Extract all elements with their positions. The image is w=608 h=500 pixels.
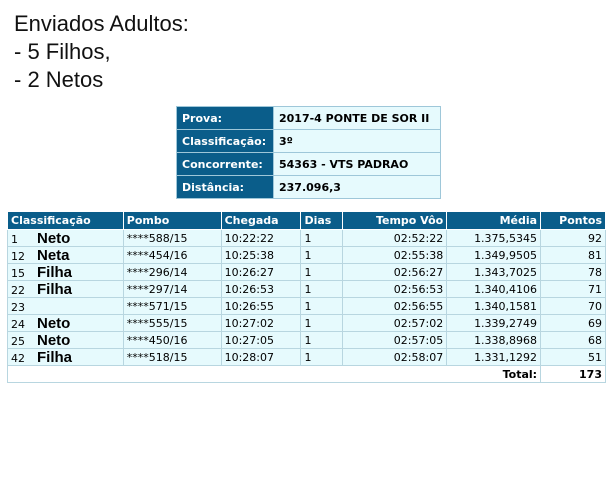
cell-media: 1.339,2749 — [447, 315, 541, 332]
info-value: 54363 - VTS PADRAO — [274, 153, 441, 176]
col-header-dias: Dias — [301, 212, 343, 230]
cell-pombo: ****518/15 — [123, 349, 221, 366]
rank-value: 42 — [11, 351, 25, 365]
cell-tempo-voo: 02:57:05 — [343, 332, 447, 349]
relation-tag: Neto — [37, 331, 71, 349]
relation-tag: Filha — [37, 263, 73, 281]
cell-pombo: ****555/15 — [123, 315, 221, 332]
table-row — [8, 281, 606, 298]
info-label: Classificação: — [177, 130, 274, 153]
rank-value: 25 — [11, 334, 25, 348]
cell-pontos: 92 — [541, 230, 606, 247]
table-row — [8, 332, 606, 349]
cell-classificacao — [8, 332, 124, 349]
cell-pombo: ****571/15 — [123, 298, 221, 315]
rank-value: 24 — [11, 317, 25, 331]
cell-pombo: ****588/15 — [123, 230, 221, 247]
cell-pontos: 69 — [541, 315, 606, 332]
total-value: 173 — [541, 366, 606, 383]
col-header-pombo: Pombo — [123, 212, 221, 230]
info-row-distancia — [177, 176, 441, 199]
cell-media: 1.375,5345 — [447, 230, 541, 247]
cell-pontos: 81 — [541, 247, 606, 264]
cell-chegada: 10:25:38 — [221, 247, 301, 264]
relation-tag: Neto — [37, 314, 71, 332]
cell-classificacao — [8, 315, 124, 332]
rank-value: 1 — [11, 232, 18, 246]
info-row-classificacao — [177, 130, 441, 153]
col-header-chegada: Chegada — [221, 212, 301, 230]
cell-chegada: 10:26:53 — [221, 281, 301, 298]
cell-dias: 1 — [301, 298, 343, 315]
cell-tempo-voo: 02:56:55 — [343, 298, 447, 315]
cell-pontos: 78 — [541, 264, 606, 281]
total-label: Total: — [8, 366, 541, 383]
cell-dias: 1 — [301, 247, 343, 264]
cell-media: 1.343,7025 — [447, 264, 541, 281]
rank-value: 23 — [11, 300, 25, 314]
heading-line-1: Enviados Adultos: — [14, 11, 189, 36]
cell-chegada: 10:22:22 — [221, 230, 301, 247]
cell-classificacao — [8, 264, 124, 281]
table-row — [8, 298, 606, 315]
cell-pontos: 51 — [541, 349, 606, 366]
cell-chegada: 10:26:55 — [221, 298, 301, 315]
cell-classificacao — [8, 247, 124, 264]
cell-tempo-voo: 02:58:07 — [343, 349, 447, 366]
relation-tag: Filha — [37, 348, 73, 366]
heading — [14, 10, 189, 94]
cell-pombo: ****296/14 — [123, 264, 221, 281]
results-header-row — [8, 212, 606, 230]
cell-classificacao — [8, 230, 124, 247]
cell-media: 1.340,1581 — [447, 298, 541, 315]
info-label: Prova: — [177, 107, 274, 130]
table-row — [8, 349, 606, 366]
relation-tag: Neta — [37, 246, 70, 264]
info-label: Concorrente: — [177, 153, 274, 176]
cell-pontos: 68 — [541, 332, 606, 349]
cell-pontos: 70 — [541, 298, 606, 315]
cell-classificacao — [8, 298, 124, 315]
table-row — [8, 247, 606, 264]
cell-dias: 1 — [301, 349, 343, 366]
relation-tag: Filha — [37, 280, 73, 298]
info-value: 3º — [274, 130, 441, 153]
cell-media: 1.340,4106 — [447, 281, 541, 298]
cell-media: 1.338,8968 — [447, 332, 541, 349]
heading-line-3: - 2 Netos — [14, 67, 104, 92]
cell-tempo-voo: 02:55:38 — [343, 247, 447, 264]
cell-tempo-voo: 02:52:22 — [343, 230, 447, 247]
cell-chegada: 10:26:27 — [221, 264, 301, 281]
col-header-pontos: Pontos — [541, 212, 606, 230]
col-header-classificacao: Classificação — [8, 212, 124, 230]
table-row — [8, 230, 606, 247]
cell-media: 1.331,1292 — [447, 349, 541, 366]
relation-tag: Neto — [37, 229, 71, 247]
cell-tempo-voo: 02:56:53 — [343, 281, 447, 298]
cell-dias: 1 — [301, 264, 343, 281]
info-value: 2017-4 PONTE DE SOR II — [274, 107, 441, 130]
results-table — [7, 211, 606, 383]
cell-dias: 1 — [301, 230, 343, 247]
cell-pombo: ****297/14 — [123, 281, 221, 298]
col-header-media: Média — [447, 212, 541, 230]
cell-pombo: ****454/16 — [123, 247, 221, 264]
info-row-prova — [177, 107, 441, 130]
col-header-tempo-voo: Tempo Vôo — [343, 212, 447, 230]
cell-classificacao — [8, 281, 124, 298]
info-value: 237.096,3 — [274, 176, 441, 199]
rank-value: 15 — [11, 266, 25, 280]
cell-pontos: 71 — [541, 281, 606, 298]
info-row-concorrente — [177, 153, 441, 176]
cell-dias: 1 — [301, 281, 343, 298]
race-info-table — [176, 106, 441, 199]
table-row — [8, 315, 606, 332]
cell-chegada: 10:27:05 — [221, 332, 301, 349]
table-row — [8, 264, 606, 281]
total-row — [8, 366, 606, 383]
cell-dias: 1 — [301, 315, 343, 332]
cell-dias: 1 — [301, 332, 343, 349]
cell-classificacao — [8, 349, 124, 366]
info-label: Distância: — [177, 176, 274, 199]
cell-tempo-voo: 02:57:02 — [343, 315, 447, 332]
cell-chegada: 10:28:07 — [221, 349, 301, 366]
cell-media: 1.349,9505 — [447, 247, 541, 264]
rank-value: 22 — [11, 283, 25, 297]
cell-tempo-voo: 02:56:27 — [343, 264, 447, 281]
cell-pombo: ****450/16 — [123, 332, 221, 349]
heading-line-2: - 5 Filhos, — [14, 39, 111, 64]
cell-chegada: 10:27:02 — [221, 315, 301, 332]
rank-value: 12 — [11, 249, 25, 263]
